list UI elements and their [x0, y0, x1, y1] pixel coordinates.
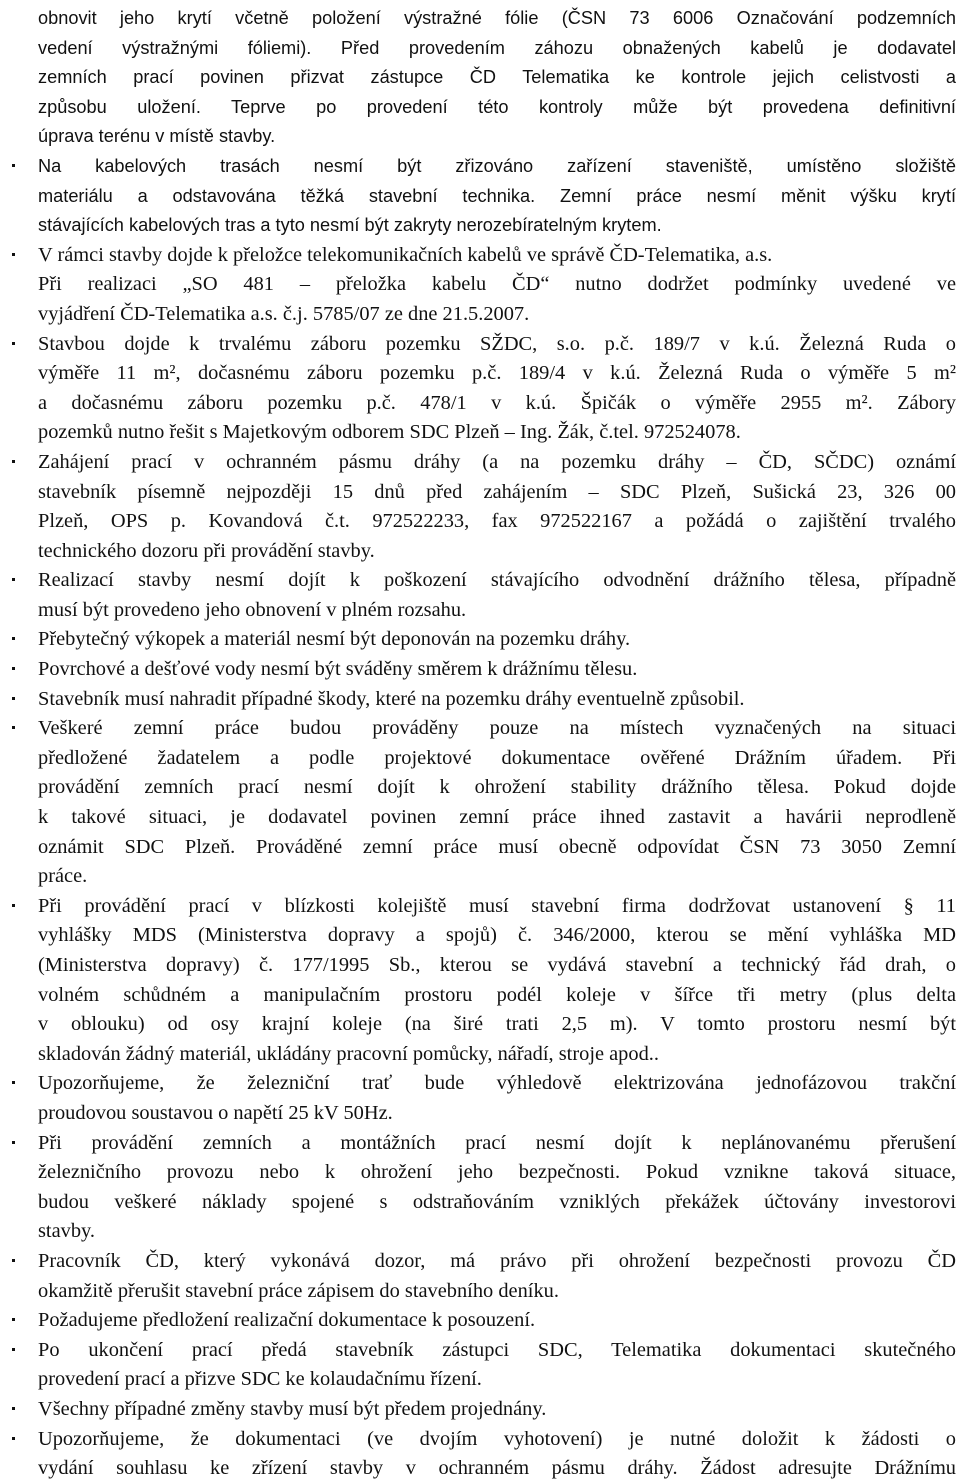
- text-line: provedení prací a přizve SDC ke kolaudačnímu řízení.: [38, 1368, 482, 1391]
- bullet-paragraph: [0, 1395, 960, 1425]
- text-line: Při provádění zemních a montážních prací nesmí dojít k neplánovanému přerušení: [38, 1131, 956, 1154]
- text-line: Veškeré zemní práce budou prováděny pouze na místech vyznačených na situaci: [38, 717, 956, 740]
- continuation-paragraph: [0, 4, 960, 152]
- text-line: Na kabelových trasách nesmí být zřizováno zařízení staveniště, umístěno složiště: [38, 155, 956, 176]
- text-line: volném schůdném a manipulačním prostoru podél koleje v šířce tři metry (plus delta: [38, 983, 956, 1006]
- bullet-marker-icon: [12, 1259, 15, 1262]
- bullet-paragraph: [0, 448, 960, 566]
- bullet-paragraph: [0, 625, 960, 655]
- bullet-paragraph: [0, 1306, 960, 1336]
- text-line: technického dozoru při provádění stavby.: [38, 539, 375, 562]
- text-line: pozemků nutno řešit s Majetkovým odborem SDC Plzeň – Ing. Žák, č.tel. 972524078.: [38, 421, 741, 444]
- text-line: Stavbou dojde k trvalému záboru pozemku SŽDC, s.o. p.č. 189/7 v k.ú. Železná Ruda o: [38, 332, 956, 355]
- bullet-paragraph: [0, 566, 960, 625]
- text-line: železničního provozu nebo k ohrožení jeho bezpečnosti. Pokud vznikne taková situace,: [38, 1161, 956, 1184]
- text-line: Pracovník ČD, který vykonává dozor, má právo při ohrožení bezpečnosti provozu ČD: [38, 1249, 956, 1272]
- text-line: zemních prací povinen přizvat zástupce ČD Telematika ke kontrole jejich celistvosti a: [38, 67, 956, 88]
- bullet-paragraph: [0, 1069, 960, 1128]
- text-line: (Ministerstva dopravy) č. 177/1995 Sb., kterou se vydává stavební a technický řád drah, o: [38, 954, 956, 976]
- text-line: v oblouku) od osy krajní koleje (na širé trati 2,5 m). V tomto prostoru nesmí být: [38, 1013, 956, 1036]
- text-line: provádění zemních prací nesmí dojít k ohrožení stability drážního tělesa. Pokud dojde: [38, 776, 956, 799]
- text-line: okamžitě přerušit stavební práce zápisem do stavebního deníku.: [38, 1279, 559, 1302]
- text-line: Povrchové a dešťové vody nesmí být sváděny směrem k drážnímu tělesu.: [38, 658, 638, 681]
- bullet-paragraph: [0, 685, 960, 715]
- bullet-paragraph: [0, 655, 960, 685]
- bullet-paragraph: [0, 714, 960, 892]
- bullet-marker-icon: [12, 1318, 15, 1321]
- text-line: Upozorňujeme, že dokumentaci (ve dvojím vyhotovení) je nutné doložit k žádosti o: [38, 1427, 956, 1450]
- text-line: Požadujeme předložení realizační dokumentace k posouzení.: [38, 1309, 536, 1332]
- text-line: výměře 11 m², dočasnému záboru pozemku p.č. 189/4 v k.ú. Železná Ruda o výměře 5 m²: [38, 362, 956, 385]
- bullet-marker-icon: [12, 1141, 15, 1144]
- text-line: a dočasnému záboru pozemku p.č. 478/1 v k.ú. Špičák o výměře 2955 m². Zábory: [38, 391, 956, 414]
- bullet-paragraph: [0, 152, 960, 241]
- text-line: Zahájení prací v ochranném pásmu dráhy (a na pozemku dráhy – ČD, SČDC) oznámí: [38, 450, 956, 473]
- text-line: Při realizaci „SO 481 – přeložka kabelu ČD“ nutno dodržet podmínky uvedené ve: [38, 273, 956, 296]
- bullet-marker-icon: [12, 1407, 15, 1410]
- bullet-marker-icon: [12, 697, 15, 700]
- text-line: předložené žadatelem a podle projektové dokumentace ověřené Drážním úřadem. Při: [38, 746, 956, 769]
- bullet-marker-icon: [12, 578, 15, 581]
- text-line: způsobu uložení. Teprve po provedení této kontroly může být provedena definitivní: [38, 96, 956, 117]
- text-line: Všechny případné změny stavby musí být předem projednány.: [38, 1397, 547, 1420]
- text-line: obnovit jeho krytí včetně položení výstražné fólie (ČSN 73 6006 Označování podzemních: [38, 8, 956, 28]
- bullet-marker-icon: [12, 726, 15, 729]
- text-line: Realizací stavby nesmí dojít k poškození stávajícího odvodnění drážního tělesa, případně: [38, 569, 956, 592]
- bullet-paragraph: [0, 892, 960, 1070]
- text-line: vedení výstražnými fóliemi). Před provedením záhozu obnažených kabelů je dodavatel: [38, 37, 956, 58]
- text-line: budou veškeré náklady spojené s odstraňováním vzniklých překážek účtovány investorovi: [38, 1190, 956, 1213]
- bullet-marker-icon: [12, 904, 15, 907]
- text-line: Při provádění prací v blízkosti kolejiště musí stavební firma dodržovat ustanovení § 11: [38, 894, 956, 917]
- text-line: Po ukončení prací předá stavebník zástupci SDC, Telematika dokumentaci skutečného: [38, 1338, 956, 1361]
- bullet-paragraph: [0, 1425, 960, 1484]
- bullet-paragraph: [0, 241, 960, 330]
- text-line: stavby.: [38, 1220, 96, 1243]
- bullet-marker-icon: [12, 1081, 15, 1084]
- text-line: oznámit SDC Plzeň. Prováděné zemní práce musí obecně odpovídat ČSN 73 3050 Zemní: [38, 835, 956, 858]
- text-line: práce.: [38, 865, 88, 888]
- bullet-marker-icon: [12, 1348, 15, 1351]
- text-line: úprava terénu v místě stavby.: [38, 126, 276, 147]
- bullet-paragraph: [0, 330, 960, 448]
- text-line: proudovou soustavou o napětí 25 kV 50Hz.: [38, 1101, 393, 1124]
- text-line: materiálu a odstavována těžká stavební technika. Zemní práce nesmí měnit výšku krytí: [38, 185, 956, 206]
- text-line: Stavebník musí nahradit případné škody, které na pozemku dráhy eventuelně způsobil.: [38, 687, 745, 710]
- text-line: stavebník písemně nejpozději 15 dnů před zahájením – SDC Plzeň, Sušická 23, 326 00: [38, 480, 956, 503]
- text-line: k takové situaci, je dodavatel povinen zemní práce ihned zastavit a havárii neprodleně: [38, 806, 956, 829]
- text-line: Přebytečný výkopek a materiál nesmí být deponován na pozemku dráhy.: [38, 628, 631, 651]
- bullet-marker-icon: [12, 667, 15, 670]
- bullet-paragraph: [0, 1336, 960, 1395]
- text-line: vydání souhlasu ke zřízení stavby v ochranném pásmu dráhy. Žádost adresujte Drážnímu: [38, 1457, 956, 1480]
- bullet-marker-icon: [12, 1437, 15, 1440]
- text-line: V rámci stavby dojde k přeložce telekomunikačních kabelů ve správě ČD-Telematika, a.s.: [38, 243, 773, 266]
- bullet-marker-icon: [12, 253, 15, 256]
- text-line: musí být provedeno jeho obnovení v plném rozsahu.: [38, 598, 467, 621]
- bullet-marker-icon: [12, 460, 15, 463]
- text-line: vyjádření ČD-Telematika a.s. č.j. 5785/07 ze dne 21.5.2007.: [38, 302, 530, 325]
- text-line: stávajících kabelových tras a tyto nesmí být zakryty nerozebíratelným krytem.: [38, 215, 662, 236]
- bullet-marker-icon: [12, 637, 15, 640]
- bullet-paragraph: [0, 1129, 960, 1247]
- text-line: skladován žádný materiál, ukládány pracovní pomůcky, nářadí, stroje apod..: [38, 1042, 659, 1065]
- text-line: vyhlášky MDS (Ministerstva dopravy a spojů) č. 346/2000, kterou se mění vyhláška MD: [38, 924, 956, 947]
- text-line: Plzeň, OPS p. Kovandová č.t. 972522233, fax 972522167 a požádá o zajištění trvalého: [38, 510, 956, 533]
- text-line: Upozorňujeme, že železniční trať bude výhledově elektrizována jednofázovou trakční: [38, 1072, 956, 1095]
- bullet-marker-icon: [12, 164, 15, 167]
- bullet-paragraph: [0, 1247, 960, 1306]
- bullet-marker-icon: [12, 342, 15, 345]
